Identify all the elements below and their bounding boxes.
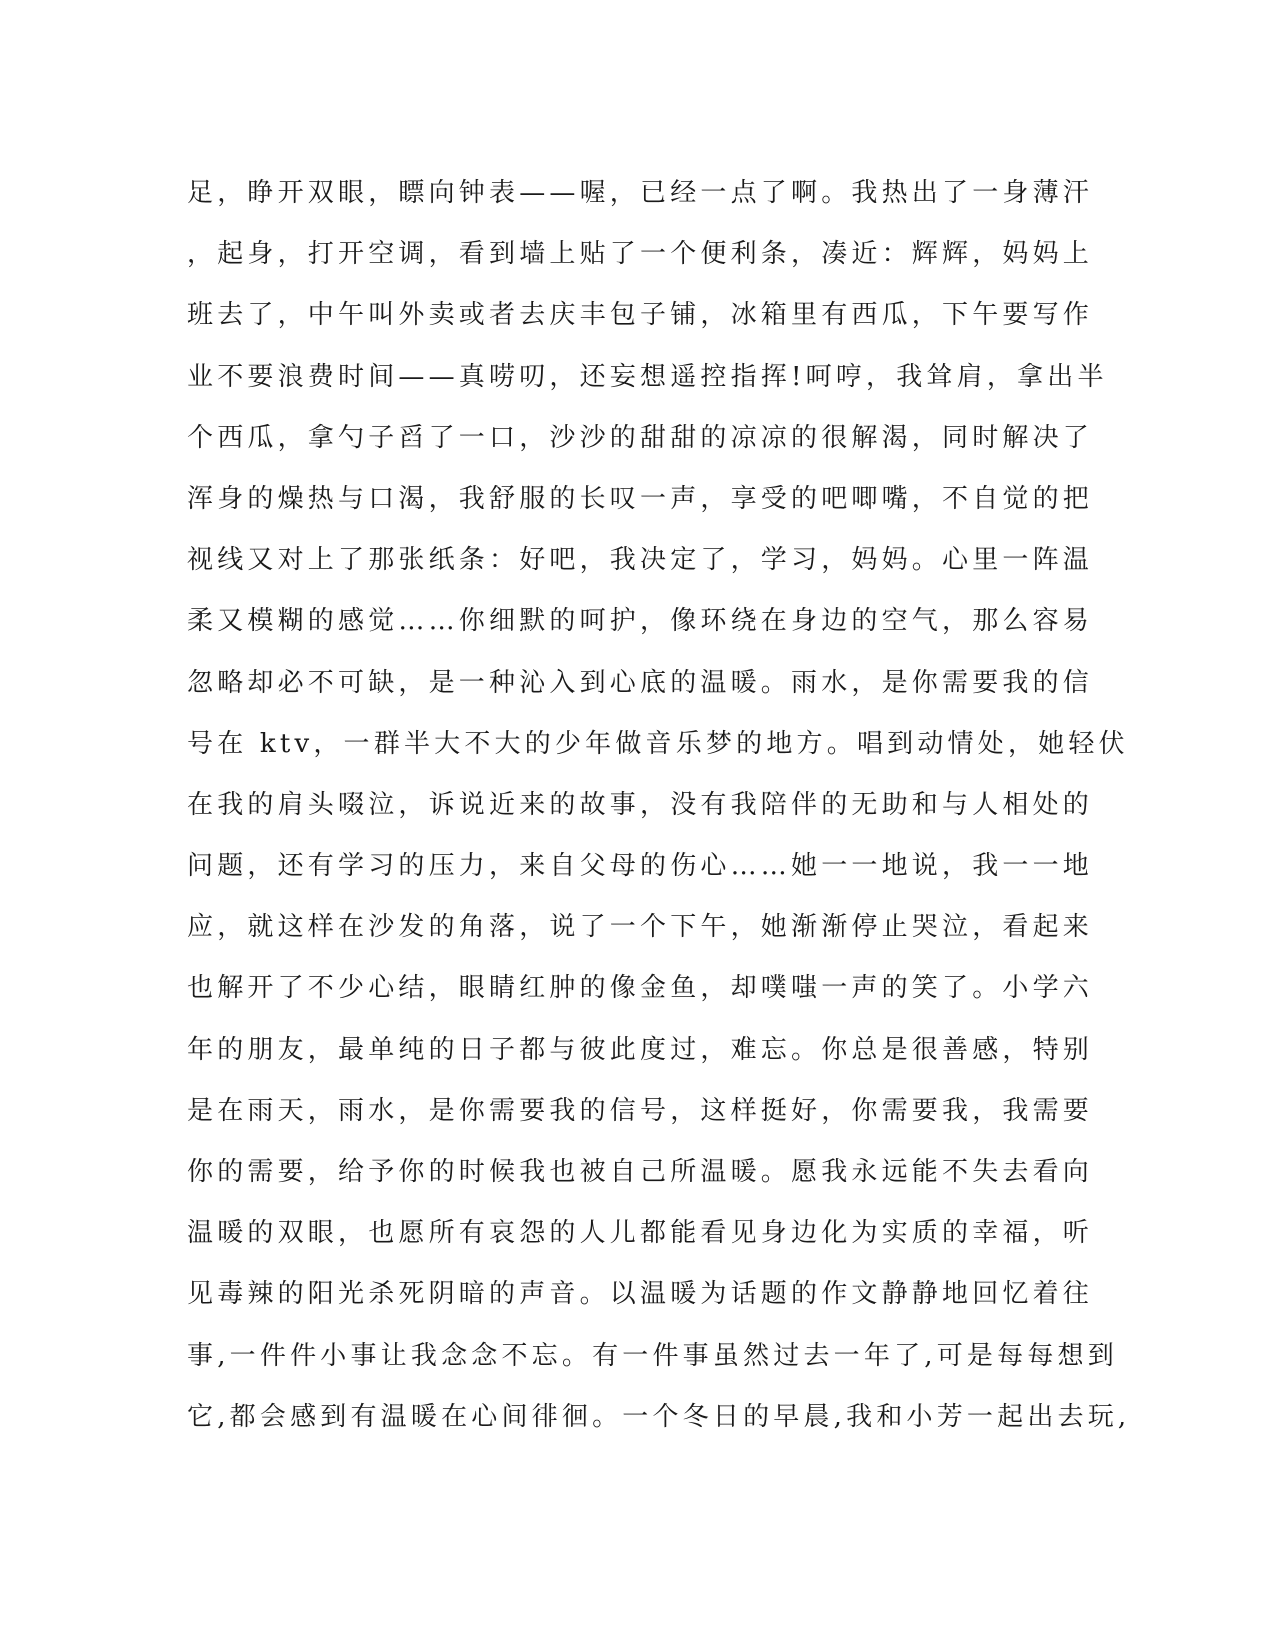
text-line: 忽略却必不可缺，是一种沁入到心底的温暖。雨水，是你需要我的信 — [187, 667, 1094, 698]
text-line: 温暖的双眼，也愿所有哀怨的人儿都能看见身边化为实质的幸福，听 — [187, 1218, 1094, 1249]
text-line: 在我的肩头啜泣，诉说近来的故事，没有我陪伴的无助和与人相处的 — [187, 789, 1094, 820]
text-line: 浑身的燥热与口渴，我舒服的长叹一声，享受的吧唧嘴，不自觉的把 — [187, 483, 1094, 514]
text-line: 班去了，中午叫外卖或者去庆丰包子铺，冰箱里有西瓜，下午要写作 — [187, 300, 1094, 331]
text-line: 应，就这样在沙发的角落，说了一个下午，她渐渐停止哭泣，看起来 — [187, 912, 1094, 943]
text-line: 个西瓜，拿勺子舀了一口，沙沙的甜甜的凉凉的很解渴，同时解决了 — [187, 422, 1094, 453]
text-line: 柔又模糊的感觉……你细默的呵护，像环绕在身边的空气，那么容易 — [187, 606, 1094, 637]
text-line: 年的朋友，最单纯的日子都与彼此度过，难忘。你总是很善感，特别 — [187, 1034, 1094, 1065]
body-text — [187, 163, 1131, 1448]
text-line: 事,一件件小事让我念念不忘。有一件事虽然过去一年了,可是每每想到 — [187, 1340, 1118, 1371]
text-line: 问题，还有学习的压力，来自父母的伤心……她一一地说，我一一地 — [187, 851, 1094, 882]
text-line: 你的需要，给予你的时候我也被自己所温暖。愿我永远能不失去看向 — [187, 1157, 1094, 1187]
text-line: ，起身，打开空调，看到墙上贴了一个便利条，凑近：辉辉，妈妈上 — [187, 239, 1094, 270]
text-line: 它,都会感到有温暖在心间徘徊。一个冬日的早晨,我和小芳一起出去玩, — [187, 1401, 1131, 1432]
text-line: 业不要浪费时间——真唠叨，还妄想遥控指挥!呵哼，我耸肩，拿出半 — [187, 361, 1108, 392]
text-line: 见毒辣的阳光杀死阴暗的声音。以温暖为话题的作文静静地回忆着往 — [187, 1279, 1094, 1310]
text-line: 号在 ktv，一群半大不大的少年做音乐梦的地方。唱到动情处，她轻伏 — [187, 728, 1129, 759]
text-line: 是在雨天，雨水，是你需要我的信号，这样挺好，你需要我，我需要 — [187, 1095, 1094, 1126]
text-line: 视线又对上了那张纸条：好吧，我决定了，学习，妈妈。心里一阵温 — [187, 545, 1094, 576]
text-line: 也解开了不少心结，眼睛红肿的像金鱼，却噗嗤一声的笑了。小学六 — [187, 973, 1094, 1004]
text-line: 足，睁开双眼，瞟向钟表——喔，已经一点了啊。我热出了一身薄汗 — [187, 178, 1094, 208]
